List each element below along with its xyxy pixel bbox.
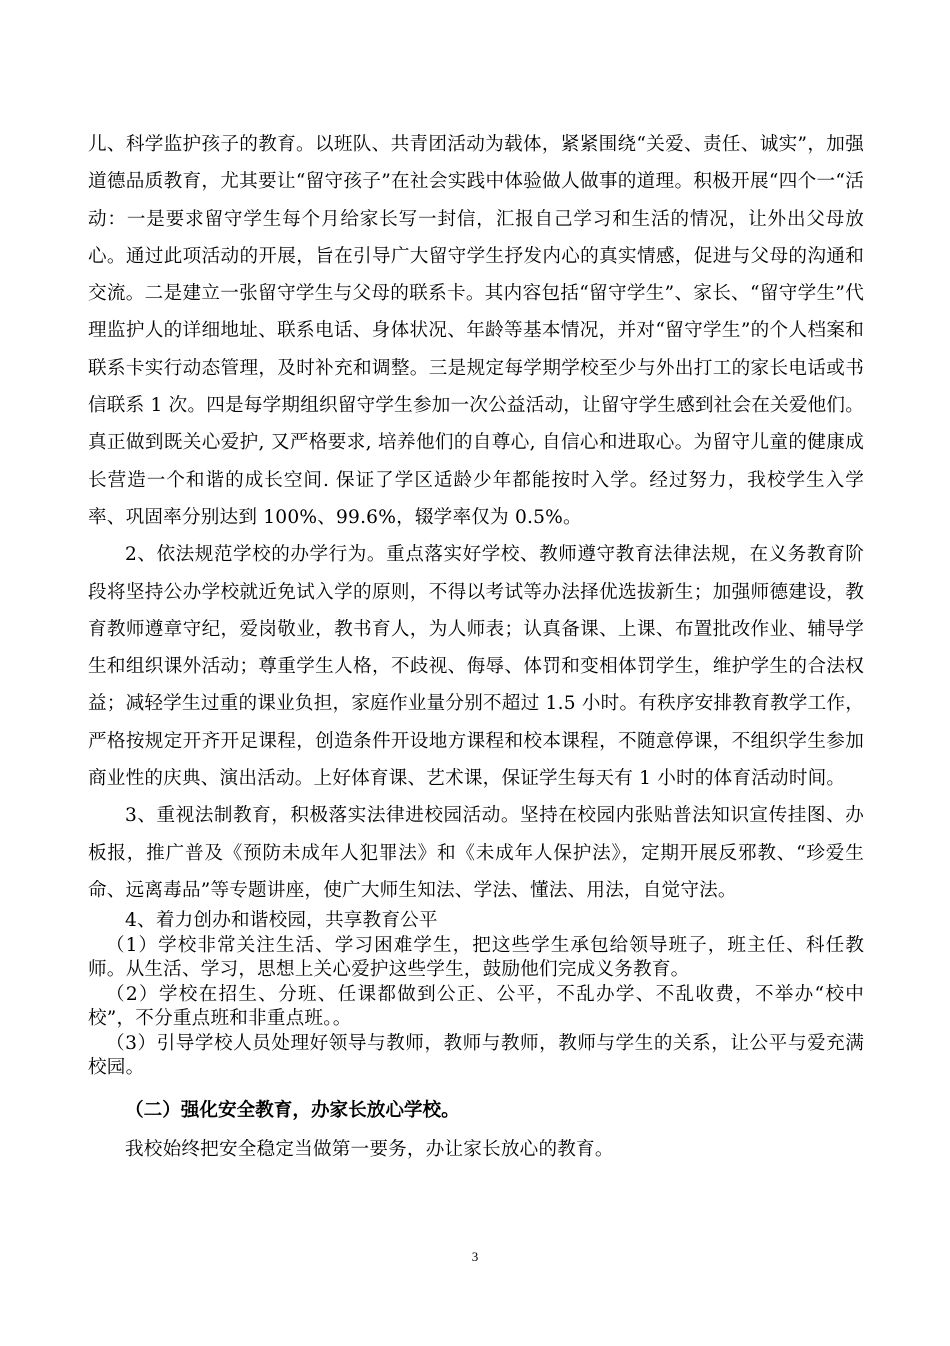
paragraph-item-4-sub-1: （1）学校非常关注生活、学习困难学生，把这些学生承包给领导班子，班主任、科任教师。从生活、学习，思想上关心爱护这些学生，鼓励他们完成义务教育。 [88,934,864,981]
paragraph-continuation: 儿、科学监护孩子的教育。以班队、共青团活动为载体，紧紧围绕“关爱、责任、诚实”，加强道德品质教育，尤其要让“留守孩子”在社会实践中体验做人做事的道理。积极开展“四个一“活动：一是要求留守学生每个月给家长写一封信，汇报自己学习和生活的情况，让外出父母放心。通过此项活动的开展，旨在引导广大留守学生抒发内心的真实情感，促进与父母的沟通和交流。二是建立一张留守学生与父母的联系卡。其内容包括“留守学生”、家长、“留守学生”代理监护人的详细地址、联系电话、身体状况、年龄等基本情况，并对“留守学生”的个人档案和联系卡实行动态管理，及时补充和调整。三是规定每学期学校至少与外出打工的家长电话或书信联系 1 次。四是每学期组织留守学生参加一次公益活动，让留守学生感到社会在关爱他们。真正做到既关心爱护, 又严格要求, 培养他们的自尊心, 自信心和进取心。为留守儿童的健康成长营造一个和谐的成长空间. 保证了学区适龄少年都能按时入学。经过努力，我校学生入学率、巩固率分别达到 100%、99.6%，辍学率仅为 0.5%。 [88,134,865,528]
paragraph-section-2-intro: 我校始终把安全稳定当做第一要务，办让家长放心的教育。 [125,1138,614,1160]
paragraph-item-4-title: 4、着力创办和谐校园，共享教育公平 [125,910,438,932]
section-heading-2: （二）强化安全教育，办家长放心学校。 [125,1099,460,1121]
document-body [88,126,864,1168]
paragraph-item-4-sub-3: （3）引导学校人员处理好领导与教师，教师与教师，教师与学生的关系，让公平与爱充满校园。 [88,1032,864,1079]
paragraph-item-2: 2、依法规范学校的办学行为。重点落实好学校、教师遵守教育法律法规，在义务教育阶段将坚持公办学校就近免试入学的原则，不得以考试等办法择优选拔新生；加强师德建设，教育教师遵章守纪，爱岗敬业，教书育人，为人师表；认真备课、上课、布置批改作业、辅导学生和组织课外活动；尊重学生人格，不歧视、侮辱、体罚和变相体罚学生，维护学生的合法权益；减轻学生过重的课业负担，家庭作业量分别不超过 1.5 小时。有秩序安排教育教学工作，严格按规定开齐开足课程，创造条件开设地方课程和校本课程，不随意停课，不组织学生参加商业性的庆典、演出活动。上好体育课、艺术课，保证学生每天有 1 小时的体育活动时间。 [88,544,864,790]
page-number: 3 [471,1249,479,1264]
paragraph-item-4-sub-2: （2）学校在招生、分班、任课都做到公正、公平，不乱办学、不乱收费，不举办“校中校”，不分重点班和非重点班。。 [88,983,864,1030]
paragraph-item-3: 3、重视法制教育，积极落实法律进校园活动。坚持在校园内张贴普法知识宣传挂图、办板报，推广普及《预防未成年人犯罪法》和《未成年人保护法》，定期开展反邪教、“珍爱生命、远离毒品”等专题讲座，使广大师生知法、学法、懂法、用法，自觉守法。 [88,805,864,901]
